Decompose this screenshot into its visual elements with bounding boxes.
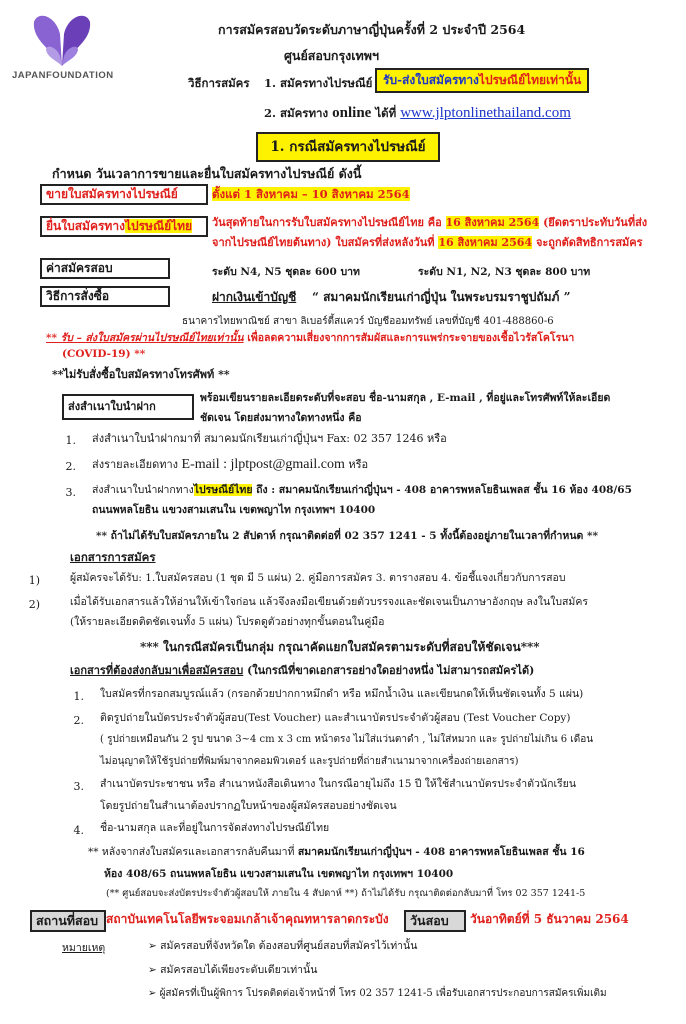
method-online-b: online xyxy=(332,105,372,121)
logo-text: JAPANFOUNDATION xyxy=(12,70,114,81)
method-label: วิธีการสมัคร xyxy=(188,76,250,90)
after-return-line1 xyxy=(88,846,585,859)
fax-item-3-line2: ถนนพหลโยธิน แขวงสามเสนใน เขตพญาไท กรุงเทพฯ 10400 xyxy=(92,504,376,516)
covid-notice-line2: (COVID-19) ** xyxy=(62,348,146,360)
arrow-bullet-icon: ➢ xyxy=(148,988,160,999)
fax-desc-2: ชัดเจน โดยส่งมาทางใดทางหนึ่ง คือ xyxy=(200,412,362,424)
logo xyxy=(12,10,112,82)
return-heading-b: (ในกรณีที่ขาดเอกสารอย่างใดอย่างหนึ่ง ไม่สามารถสมัครได้) xyxy=(243,664,535,677)
fax-num-3: 3. xyxy=(65,486,76,499)
after-return-b: สมาคมนักเรียนเก่าญี่ปุ่นฯ - 408 อาคารพหลโยธินเพลส ชั้น 16 xyxy=(297,846,585,858)
section-title-box xyxy=(256,132,440,162)
docs-num-1: 1) xyxy=(28,574,40,587)
japan-foundation-logo-icon xyxy=(12,10,112,68)
submit-label-b: ไปรษณีย์ไทย xyxy=(124,219,193,233)
fax-num-1: 1. xyxy=(65,434,76,447)
return-heading-a: เอกสารที่ต้องส่งกลับมาเพื่อสมัครสอบ xyxy=(70,664,244,677)
no-phone-order: **ไม่รับสั่งซื้อใบสมัครทางโทรศัพท์ ** xyxy=(52,368,230,381)
docs-item-2-line2: (ให้รายละเอียดติดชัดเจนทั้ง 5 แผ่น) โปรดดูตัวอย่างทุกขั้นตอนในคู่มือ xyxy=(70,616,385,628)
fee-label: ค่าสมัครสอบ xyxy=(40,258,170,279)
exam-center: ศูนย์สอบกรุงเทพฯ xyxy=(284,48,380,63)
submit-line2 xyxy=(212,236,643,250)
submit-line2-a: จากไปรษณีย์ไทยต้นทาง) ใบสมัครที่ส่งหลังวันที่ xyxy=(212,236,439,249)
return-item-1: ใบสมัครที่กรอกสมบูรณ์แล้ว (กรอกด้วยปากกาหมึกดำ หรือ หมึกน้ำเงิน และเขียนกดให้เห็นชัดเจนทั้ง 5 แผ่น) xyxy=(100,688,584,700)
covid-notice-b: เพื่อลดความเสี่ยงจากการสัมผัสและการแพร่กระจายของเชื้อไวรัสโคโรนา xyxy=(243,332,575,344)
method-postal-note xyxy=(375,68,589,93)
return-item-4: ชื่อ-นามสกุล และที่อยู่ในการจัดส่งทางไปรษณีย์ไทย xyxy=(100,822,330,834)
return-num-1: 1. xyxy=(73,690,84,703)
submit-line2-date: 16 สิงหาคม 2564 xyxy=(438,236,533,249)
remark-item-1 xyxy=(148,940,417,953)
remark-text-3: ผู้สมัครที่เป็นผู้พิการ โปรดติดต่อเจ้าหน้าที่ โทร 02 357 1241-5 เพื่อรับเอกสารประกอบการสมัครเพิ่มเติม xyxy=(159,988,607,999)
return-item-2-line3: ไม่อนุญาตให้ใช้รูปถ่ายที่พิมพ์มาจากคอมพิวเตอร์ และรูปถ่ายที่ถ่ายสำเนามาจากเครื่องถ่ายเอกสาร) xyxy=(100,756,519,767)
remark-text-1: สมัครสอบที่จังหวัดใด ต้องสอบที่ศูนย์สอบที่สมัครไว้เท่านั้น xyxy=(160,940,418,952)
exam-place-value: สถาบันเทคโนโลยีพระจอมเกล้าเจ้าคุณทหารลาดกระบัง xyxy=(106,912,389,926)
fax-email: E-mail : jlptpost@gmail.com xyxy=(181,457,345,472)
after-return-line2: ห้อง 408/65 ถนนพหลโยธิน แขวงสามเสนใน เขตพญาไท กรุงเทพฯ 10400 xyxy=(104,868,454,880)
fax-item-2 xyxy=(92,456,368,474)
docs-heading: เอกสารการสมัคร xyxy=(70,550,156,564)
method-postal: 1. สมัครทางไปรษณีย์ xyxy=(264,76,373,90)
covid-notice-a: ** รับ – ส่งใบสมัครผ่านไปรษณีย์ไทยเท่านั้น xyxy=(46,332,244,344)
fee-level-a: ระดับ N4, N5 ชุดละ 600 บาท xyxy=(212,266,360,278)
return-num-2: 2. xyxy=(73,714,84,727)
sale-label: ขายใบสมัครทางไปรษณีย์ xyxy=(40,184,208,205)
submit-line1-a: วันสุดท้ายในการรับใบสมัครทางไปรษณีย์ไทย คือ xyxy=(212,216,446,229)
fax-item-3-b: ถึง : สมาคมนักเรียนเก่าญี่ปุ่นฯ - 408 อาคารพหลโยธินเพลส ชั้น 16 ห้อง 408/65 xyxy=(252,484,632,496)
method-online xyxy=(264,104,571,123)
covid-notice-line1 xyxy=(46,332,574,345)
submit-line1-date: 16 สิงหาคม 2564 xyxy=(445,216,540,229)
remarks-label: หมายเหตุ xyxy=(62,942,106,954)
remark-item-2 xyxy=(148,964,317,977)
submit-line1-b: (ยึดตราประทับวันที่ส่ง xyxy=(539,216,648,229)
exam-place-label: สถานที่สอบ xyxy=(30,910,106,932)
fax-desc-1: พร้อมเขียนรายละเอียดระดับที่จะสอบ ชื่อ-นามสกุล , E-mail , ที่อยู่และโทรศัพท์ให้ละเอียด xyxy=(200,392,611,404)
fax-item-3 xyxy=(92,484,632,497)
fax-item-2-a: ส่งรายละเอียดทาง xyxy=(92,458,182,471)
docs-item-2: เมื่อได้รับเอกสารแล้วให้อ่านให้เข้าใจก่อน แล้วจึงลงมือเขียนด้วยตัวบรรจงและชัดเจนเป็นภาษาอังกฤษ ลงในใบสมัคร xyxy=(70,596,589,608)
section-title: 1. กรณีสมัครทางไปรษณีย์ xyxy=(270,138,426,155)
page-title: การสมัครสอบวัดระดับภาษาญี่ปุ่นครั้งที่ 2 ประจำปี 2564 xyxy=(218,22,526,37)
fax-item-3-a: ส่งสำเนาใบนำฝากทาง xyxy=(92,484,194,496)
group-note: *** ในกรณีสมัครเป็นกลุ่ม กรุณาคัดแยกใบสมัครตามระดับที่สอบให้ชัดเจน*** xyxy=(140,640,540,654)
remark-item-3 xyxy=(148,988,607,1001)
submit-line2-b: จะถูกตัดสิทธิการสมัคร xyxy=(532,236,643,249)
return-item-3-line2: โดยรูปถ่ายในสำเนาต้องปรากฏใบหน้าของผู้สมัครสอบอย่างชัดเจน xyxy=(100,800,397,812)
remark-text-2: สมัครสอบได้เพียงระดับเดียวเท่านั้น xyxy=(160,964,318,976)
order-account-name: “ สมาคมนักเรียนเก่าญี่ปุ่น ในพระบรมราชูปถัมภ์ ” xyxy=(312,290,571,304)
after-return-a: ** หลังจากส่งใบสมัครและเอกสารกลับคืนมาที่ xyxy=(88,846,298,858)
exam-date-label: วันสอบ xyxy=(404,910,466,932)
fax-item-1: ส่งสำเนาใบนำฝากมาที่ สมาคมนักเรียนเก่าญี่ปุ่นฯ Fax: 02 357 1246 หรือ xyxy=(92,432,447,445)
fee-level-b: ระดับ N1, N2, N3 ชุดละ 800 บาท xyxy=(418,266,591,278)
method-note-b: ไปรษณีย์ไทยเท่านั้น xyxy=(478,73,582,87)
order-bank: ธนาคารไทยพาณิชย์ สาขา ลิเบอร์ตี้สแควร์ บัญชีออมทรัพย์ เลขที่บัญชี 401-488860-6 xyxy=(182,316,554,327)
arrow-bullet-icon: ➢ xyxy=(148,964,161,976)
fax-item-2-b: หรือ xyxy=(344,458,369,471)
order-deposit: ฝากเงินเข้าบัญชี xyxy=(212,290,297,304)
submit-line1 xyxy=(212,216,647,230)
schedule-heading: กำหนด วันเวลาการขายและยื่นใบสมัครทางไปรษณีย์ ดังนี้ xyxy=(52,166,362,181)
return-item-2: ติดรูปถ่ายในบัตรประจำตัวผู้สอบ(Test Voucher) และสำเนาบัตรประจำตัวผู้สอบ (Test Voucher Copy) xyxy=(100,712,571,724)
return-num-3: 3. xyxy=(73,780,84,793)
submit-label-a: ยื่นใบสมัครทาง xyxy=(46,219,125,233)
return-item-3: สำเนาบัตรประชาชน หรือ สำเนาหนังสือเดินทาง ในกรณีอายุไม่ถึง 15 ปี ให้ใช้สำเนาบัตรประจำตัวนักเรียน xyxy=(100,778,576,790)
docs-num-2: 2) xyxy=(28,598,40,611)
docs-item-1: ผู้สมัครจะได้รับ: 1.ใบสมัครสอบ (1 ชุด มี 5 แผ่น) 2. คู่มือการสมัคร 3. ตารางสอบ 4. ข้อชี้แจงเกี่ยวกับการสอบ xyxy=(70,572,566,584)
return-item-2-line2: ( รูปถ่ายเหมือนกัน 2 รูป ขนาด 3~4 cm x 3 cm หน้าตรง ไม่ใส่แว่นตาดำ , ไม่ใส่หมวก และ รูปถ่ายไม่เกิน 6 เดือน xyxy=(100,734,594,745)
return-heading xyxy=(70,664,534,678)
exam-date-value: วันอาทิตย์ที่ 5 ธันวาคม 2564 xyxy=(470,912,629,926)
method-online-a: 2. สมัครทาง xyxy=(264,106,329,120)
order-label: วิธีการสั่งซื้อ xyxy=(40,286,170,307)
return-num-4: 4. xyxy=(73,824,84,837)
online-url-link[interactable]: www.jlptonlinethailand.com xyxy=(400,105,571,121)
method-online-c: ได้ที่ xyxy=(375,106,397,120)
submit-label xyxy=(40,216,208,237)
after-return-line3: (** ศูนย์สอบจะส่งบัตรประจำตัวผู้สอบให้ ภายใน 4 สัปดาห์ **) ถ้าไม่ได้รับ กรุณาติดต่อกลับมาที่ โทร 02 357 1241-5 xyxy=(106,888,586,899)
method-note-a: รับ-ส่งใบสมัครทาง xyxy=(383,73,479,87)
fax-item-3-hl: ไปรษณีย์ไทย xyxy=(193,484,253,496)
fax-warning: ** ถ้าไม่ได้รับใบสมัครภายใน 2 สัปดาห์ กรุณาติดต่อที่ 02 357 1241 - 5 ทั้งนี้ต้องอยู่ภายในเวลาที่กำหนด ** xyxy=(96,530,598,542)
fax-num-2: 2. xyxy=(65,460,76,473)
sale-value: ตั้งแต่ 1 สิงหาคม – 10 สิงหาคม 2564 xyxy=(212,187,410,201)
fax-label: ส่งสำเนาใบนำฝาก xyxy=(62,394,194,420)
arrow-bullet-icon: ➢ xyxy=(148,940,161,952)
